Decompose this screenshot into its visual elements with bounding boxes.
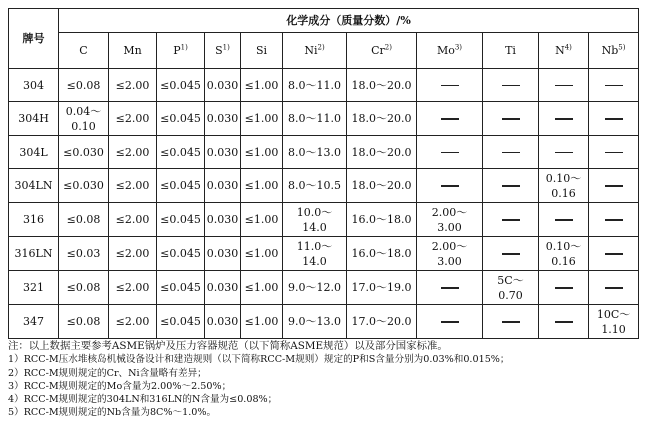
value-cell [417,237,483,271]
table-body [9,69,639,339]
column-label: Mo [436,44,455,57]
value-cell: ≤0.030 [59,169,109,203]
table-row [9,169,639,203]
value-cell: 16.0～18.0 [347,237,417,271]
column-header-ti [483,33,539,69]
dash-mark [555,152,573,153]
value-cell: 0.030 [205,102,241,136]
value-cell [539,69,589,102]
table-row [9,136,639,169]
dash-mark [605,152,623,153]
value-cell: 8.0～11.0 [283,69,347,102]
value-cell: 9.0～12.0 [283,271,347,305]
column-header-cr [347,33,417,69]
value-cell: 0.030 [205,305,241,339]
value-line: 11.0～ [296,239,333,253]
grade-cell: 304LN [9,169,59,203]
value-cell: ≤2.00 [109,305,157,339]
value-cell: ≤0.045 [157,69,205,102]
column-label: Ni [304,44,318,57]
column-label: N [555,44,565,57]
value-cell: 0.030 [205,69,241,102]
value-line: 0.16 [551,254,576,268]
value-cell: 0.030 [205,271,241,305]
value-cell: ≤1.00 [241,237,283,271]
dash-mark [605,118,623,119]
column-label: S [215,44,223,57]
column-header-n [539,33,589,69]
column-header-mn [109,33,157,69]
value-line: 1.10 [601,322,626,336]
value-cell: ≤0.045 [157,136,205,169]
value-cell: 18.0～20.0 [347,136,417,169]
value-cell [483,169,539,203]
value-cell [539,102,589,136]
column-header-si [241,33,283,69]
composition-table-wrap [8,8,638,339]
column-header-mo [417,33,483,69]
dash-mark [605,185,623,186]
dash-mark [441,85,459,86]
composition-group-header: 化学成分（质量分数）/% [59,9,639,33]
value-cell [589,169,639,203]
dash-mark [502,253,520,254]
value-cell [539,169,589,203]
value-cell: 8.0～13.0 [283,136,347,169]
value-cell: ≤0.045 [157,102,205,136]
value-cell [483,136,539,169]
value-cell: ≤2.00 [109,136,157,169]
value-line: 0.10～ [545,239,582,253]
dash-mark [441,287,459,288]
value-cell [539,271,589,305]
value-cell [483,203,539,237]
note-intro: 注：以上数据主要参考ASME锅炉及压力容器规范（以下简称ASME规范）以及部分国家标准。 [8,340,448,352]
value-cell [483,271,539,305]
dash-mark [441,321,459,322]
value-cell [417,271,483,305]
dash-mark [555,321,573,322]
column-label: Nb [601,44,619,57]
value-cell [417,305,483,339]
value-cell [417,203,483,237]
dash-mark [502,118,520,119]
column-footnote-ref: 3) [454,43,463,52]
value-cell [59,102,109,136]
value-cell: 18.0～20.0 [347,69,417,102]
footnotes [8,340,638,420]
value-cell: 16.0～18.0 [347,203,417,237]
column-header-p [157,33,205,69]
value-line: 3.00 [437,254,462,268]
grade-cell: 347 [9,305,59,339]
value-cell: ≤1.00 [241,102,283,136]
value-cell: 17.0～19.0 [347,271,417,305]
column-footnote-ref: 2) [317,43,325,52]
table-row [9,102,639,136]
value-cell [589,69,639,102]
table-row [9,237,639,271]
value-line: 2.00～ [431,239,468,253]
column-label: Si [255,44,268,57]
column-header-c [59,33,109,69]
column-label: Cr [371,44,385,57]
footnote-item: 3）RCC-M规则规定的Mo含量为2.00%～2.50%； [8,380,232,392]
column-label: P [173,44,181,57]
value-cell: 0.030 [205,237,241,271]
value-cell [539,237,589,271]
dash-mark [502,185,520,186]
value-cell [483,69,539,102]
footnote-item: 4）RCC-M规则规定的304LN和316LN的N含量为≤0.08%； [8,394,278,406]
value-line: 14.0 [302,254,327,268]
value-cell [417,136,483,169]
value-cell: ≤1.00 [241,136,283,169]
value-cell: ≤1.00 [241,305,283,339]
value-cell: 17.0～20.0 [347,305,417,339]
grade-cell: 321 [9,271,59,305]
value-cell [417,169,483,203]
dash-mark [441,185,459,186]
value-cell: ≤0.045 [157,271,205,305]
column-footnote-ref: 1) [222,43,230,52]
value-cell [589,203,639,237]
value-cell: 9.0～13.0 [283,305,347,339]
element-header-row [9,33,639,69]
value-cell: ≤0.08 [59,305,109,339]
grade-cell: 304 [9,69,59,102]
value-cell [283,237,347,271]
value-line: 0.04～ [65,104,102,118]
table-row [9,305,639,339]
value-cell: ≤2.00 [109,237,157,271]
value-cell [539,203,589,237]
dash-mark [605,219,623,220]
column-footnote-ref: 4) [564,43,572,52]
dash-mark [605,253,623,254]
value-cell: ≤2.00 [109,203,157,237]
value-cell: ≤0.08 [59,203,109,237]
column-header-nb [589,33,639,69]
value-cell: ≤1.00 [241,69,283,102]
composition-table [8,8,639,339]
grade-cell: 316LN [9,237,59,271]
dash-mark [605,85,623,86]
value-line: 14.0 [302,220,327,234]
dash-mark [502,321,520,322]
column-footnote-ref: 2) [384,43,392,52]
value-cell [417,69,483,102]
value-cell [483,237,539,271]
dash-mark [502,85,520,86]
dash-mark [555,118,573,119]
dash-mark [555,287,573,288]
column-label: Mn [123,44,142,57]
dash-mark [441,152,459,153]
value-cell [589,271,639,305]
value-cell [283,203,347,237]
value-cell: ≤2.00 [109,169,157,203]
column-footnote-ref: 5) [618,43,626,52]
grade-cell: 304H [9,102,59,136]
value-cell [589,136,639,169]
value-cell [589,102,639,136]
value-cell: 0.030 [205,136,241,169]
value-cell: ≤1.00 [241,203,283,237]
value-cell: 8.0～11.0 [283,102,347,136]
value-cell: ≤0.045 [157,203,205,237]
value-cell: ≤0.08 [59,69,109,102]
dash-mark [502,219,520,220]
value-line: 2.00～ [431,205,468,219]
footnote-item: 5）RCC-M规则规定的Nb含量为8C%～1.0%。 [8,407,217,419]
value-cell: ≤0.08 [59,271,109,305]
value-cell: ≤2.00 [109,271,157,305]
value-cell [589,237,639,271]
value-line: 0.10 [71,119,96,133]
value-line: 0.10～ [545,171,582,185]
value-cell: 8.0～10.5 [283,169,347,203]
value-line: 5C～ [497,273,524,287]
value-cell: ≤2.00 [109,102,157,136]
value-line: 10C～ [596,307,631,321]
column-header-ni [283,33,347,69]
value-line: 0.16 [551,186,576,200]
dash-mark [502,152,520,153]
value-cell [589,305,639,339]
value-cell: ≤0.030 [59,136,109,169]
column-header-s [205,33,241,69]
value-cell: 0.030 [205,203,241,237]
value-cell: ≤1.00 [241,169,283,203]
value-cell [417,102,483,136]
value-cell: ≤0.045 [157,305,205,339]
dash-mark [555,219,573,220]
grade-header: 牌号 [9,9,59,69]
grade-cell: 304L [9,136,59,169]
value-cell: ≤0.045 [157,169,205,203]
value-line: 0.70 [498,288,523,302]
value-cell [539,136,589,169]
value-cell [483,102,539,136]
value-cell: 0.030 [205,169,241,203]
value-cell: ≤0.03 [59,237,109,271]
column-label: C [79,44,88,57]
value-cell: 18.0～20.0 [347,102,417,136]
grade-cell: 316 [9,203,59,237]
value-cell [483,305,539,339]
footnote-item: 1）RCC-M压水堆核岛机械设备设计和建造规则（以下简称RCC-M规则）规定的P和S含量分别为0.03%和0.015%； [8,354,510,366]
table-row [9,203,639,237]
value-cell: ≤1.00 [241,271,283,305]
dash-mark [441,118,459,119]
table-row [9,271,639,305]
table-row [9,69,639,102]
dash-mark [605,287,623,288]
value-line: 3.00 [437,220,462,234]
footnote-item: 2）RCC-M规则规定的Cr、Ni含量略有差异； [8,367,207,379]
dash-mark [555,85,573,86]
value-cell: 18.0～20.0 [347,169,417,203]
value-cell [539,305,589,339]
value-line: 10.0～ [296,205,333,219]
value-cell: ≤2.00 [109,69,157,102]
column-footnote-ref: 1) [180,43,188,52]
value-cell: ≤0.045 [157,237,205,271]
column-label: Ti [505,44,516,57]
